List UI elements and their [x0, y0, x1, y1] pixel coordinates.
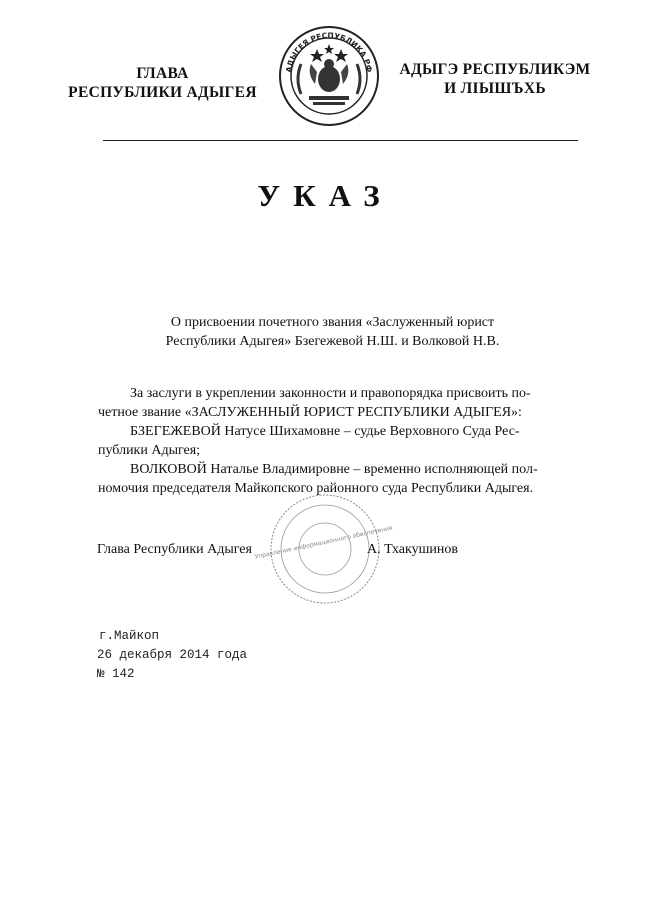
coat-of-arms-icon [277, 24, 381, 128]
body-line: За заслуги в укреплении законности и правопорядка присвоить по- [130, 386, 531, 401]
footer-number: № 142 [97, 667, 135, 681]
footer-date: 26 декабря 2014 года [97, 648, 248, 662]
header-divider [103, 140, 578, 141]
body-line: ВОЛКОВОЙ Наталье Владимировне – временно исполняющей пол- [130, 462, 538, 477]
emblem-text: АДЫГЕЯ РЕСПУБЛИКА РФ [284, 30, 374, 74]
stamp-text: Управление информационного обеспечения [254, 524, 394, 561]
header-left [50, 64, 275, 102]
subject-line-2: Республики Адыгея» Бзегежевой Н.Ш. и Волковой Н.В. [165, 334, 500, 349]
document-title: УКАЗ [257, 178, 393, 213]
body-line: публики Адыгея; [98, 443, 201, 458]
official-stamp [254, 492, 394, 606]
body-line: номочия председателя Майкопского районного суда Республики Адыгея. [98, 481, 534, 496]
subject-line-1: О присвоении почетного звания «Заслуженный юрист [170, 315, 495, 330]
header-right-line1: АДЫГЭ РЕСПУБЛИКЭМ [399, 61, 591, 78]
header-right [385, 60, 605, 98]
footer-city: г.Майкоп [99, 629, 160, 643]
body-line: БЗЕГЕЖЕВОЙ Натусе Шихамовне – судье Верховного Суда Рес- [130, 424, 520, 439]
header-right-line2: И ЛІЫШЪХЬ [444, 80, 546, 97]
header-left-line1: ГЛАВА [136, 65, 189, 82]
signature-position: Глава Республики Адыгея [97, 542, 252, 557]
body-line: четное звание «ЗАСЛУЖЕННЫЙ ЮРИСТ РЕСПУБЛИКИ АДЫГЕЯ»: [98, 405, 522, 420]
signature-name: А. Тхакушинов [367, 542, 458, 557]
header-left-line2: РЕСПУБЛИКИ АДЫГЕЯ [68, 84, 257, 101]
